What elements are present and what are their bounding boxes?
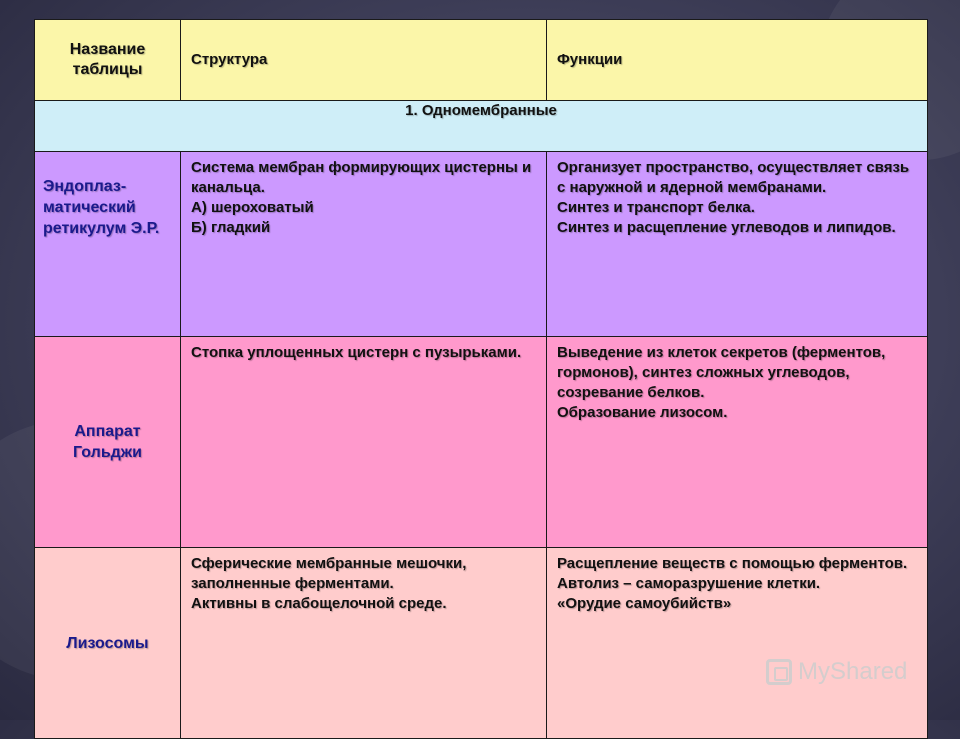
myshared-logo-icon xyxy=(766,659,792,685)
section-title: 1. Одномембранные xyxy=(35,101,928,152)
watermark-text: MyShared xyxy=(798,658,908,685)
section-row xyxy=(35,101,928,152)
structure-line: Система мембран формирующих цистерны и канальца. xyxy=(191,159,532,196)
function-line: Выведение из клеток секретов (ферментов, гормонов), синтез сложных углеводов, созревание белков. xyxy=(557,344,886,401)
structure-line: Стопка уплощенных цистерн с пузырьками. xyxy=(191,344,522,361)
structure-line: Сферические мембранные мешочки, заполненные ферментами. xyxy=(191,555,467,592)
function-line: «Орудие самоубийств» xyxy=(557,595,732,612)
header-functions: Функции xyxy=(547,20,928,101)
watermark xyxy=(766,657,907,687)
structure-cell xyxy=(181,548,547,739)
structure-line: Активны в слабощелочной среде. xyxy=(191,595,447,612)
organelle-name: Лизосомы xyxy=(66,634,149,652)
organelle-name-cell xyxy=(35,337,181,548)
function-line: Организует пространство, осуществляет связь с наружной и ядерной мембранами. xyxy=(557,159,910,196)
structure-cell xyxy=(181,337,547,548)
function-line: Автолиз – саморазрушение клетки. xyxy=(557,575,821,592)
functions-cell xyxy=(547,548,928,739)
structure-cell xyxy=(181,152,547,337)
functions-cell xyxy=(547,152,928,337)
table-row xyxy=(35,152,928,337)
organelles-table xyxy=(34,19,928,739)
table-row xyxy=(35,548,928,739)
organelle-name-cell xyxy=(35,548,181,739)
function-line: Синтез и расщепление углеводов и липидов. xyxy=(557,219,896,236)
structure-line: А) шероховатый xyxy=(191,199,314,216)
header-structure: Структура xyxy=(181,20,547,101)
table-row xyxy=(35,337,928,548)
header-name-label: Название таблицы xyxy=(69,41,146,78)
function-line: Синтез и транспорт белка. xyxy=(557,199,755,216)
structure-line: Б) гладкий xyxy=(191,219,271,236)
organelle-name-cell xyxy=(35,152,181,337)
organelle-name: Эндоплаз-матический ретикулум Э.Р. xyxy=(43,178,160,237)
functions-cell xyxy=(547,337,928,548)
function-line: Образование лизосом. xyxy=(557,404,728,421)
table-header-row xyxy=(35,20,928,101)
organelle-name: Аппарат Гольджи xyxy=(73,423,142,461)
header-name xyxy=(35,20,181,101)
function-line: Расщепление веществ с помощью ферментов. xyxy=(557,555,908,572)
